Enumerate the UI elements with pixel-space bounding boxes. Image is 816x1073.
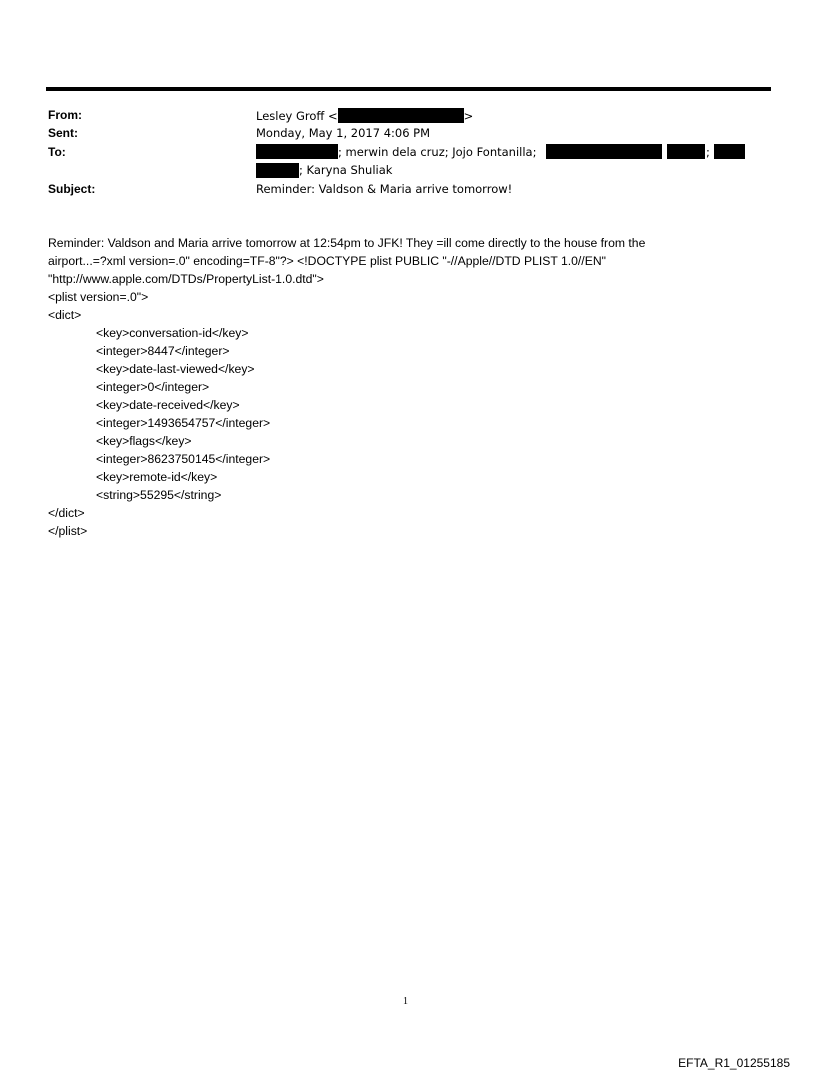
body-line: </dict> xyxy=(48,506,85,520)
body-line: <dict> xyxy=(48,308,82,322)
redacted-recipient-block xyxy=(256,163,299,178)
body-line: <key>conversation-id</key> xyxy=(96,326,249,340)
subject-value: Reminder: Valdson & Maria arrive tomorrow! xyxy=(256,182,513,196)
body-line: <integer>0</integer> xyxy=(96,380,210,394)
sent-value: Monday, May 1, 2017 4:06 PM xyxy=(256,126,431,140)
body-line: <integer>1493654757</integer> xyxy=(96,416,271,430)
body-line: </plist> xyxy=(48,524,88,538)
to-separator: ; xyxy=(706,145,710,159)
body-line: airport...=?xml version=.0" encoding=TF-8"?> <!DOCTYPE plist PUBLIC "-//Apple//DTD PLIST 1.0//EN" xyxy=(48,254,606,268)
redacted-recipient-block xyxy=(546,144,662,159)
body-line: <integer>8623750145</integer> xyxy=(96,452,271,466)
header-divider-rule xyxy=(46,87,771,91)
body-line: <key>flags</key> xyxy=(96,434,192,448)
bates-number: EFTA_R1_01255185 xyxy=(678,1056,790,1070)
redacted-recipient-block xyxy=(256,144,338,159)
from-label: From: xyxy=(48,108,82,122)
message-body xyxy=(48,234,773,540)
redacted-recipient-block xyxy=(714,144,745,159)
from-close: > xyxy=(463,109,474,123)
body-line: <key>date-received</key> xyxy=(96,398,240,412)
page-number: 1 xyxy=(403,996,408,1007)
body-line: <plist version=.0"> xyxy=(48,290,149,304)
sent-label: Sent: xyxy=(48,126,78,140)
body-line: <integer>8447</integer> xyxy=(96,344,230,358)
body-line: <key>remote-id</key> xyxy=(96,470,218,484)
from-value xyxy=(256,108,473,123)
body-line: <string>55295</string> xyxy=(96,488,222,502)
redacted-recipient-block xyxy=(667,144,705,159)
body-line: Reminder: Valdson and Maria arrive tomorrow at 12:54pm to JFK! They =ill come directly to the house from the xyxy=(48,236,646,250)
to-label: To: xyxy=(48,145,66,159)
to-recipients-line2: ; Karyna Shuliak xyxy=(299,163,393,177)
subject-label: Subject: xyxy=(48,182,96,196)
body-line: "http://www.apple.com/DTDs/PropertyList-1.0.dtd"> xyxy=(48,272,324,286)
from-name: Lesley Groff < xyxy=(256,109,338,123)
body-line: <key>date-last-viewed</key> xyxy=(96,362,255,376)
redacted-email-block xyxy=(338,108,464,123)
to-recipients-line1: ; merwin dela cruz; Jojo Fontanilla; xyxy=(338,145,537,159)
